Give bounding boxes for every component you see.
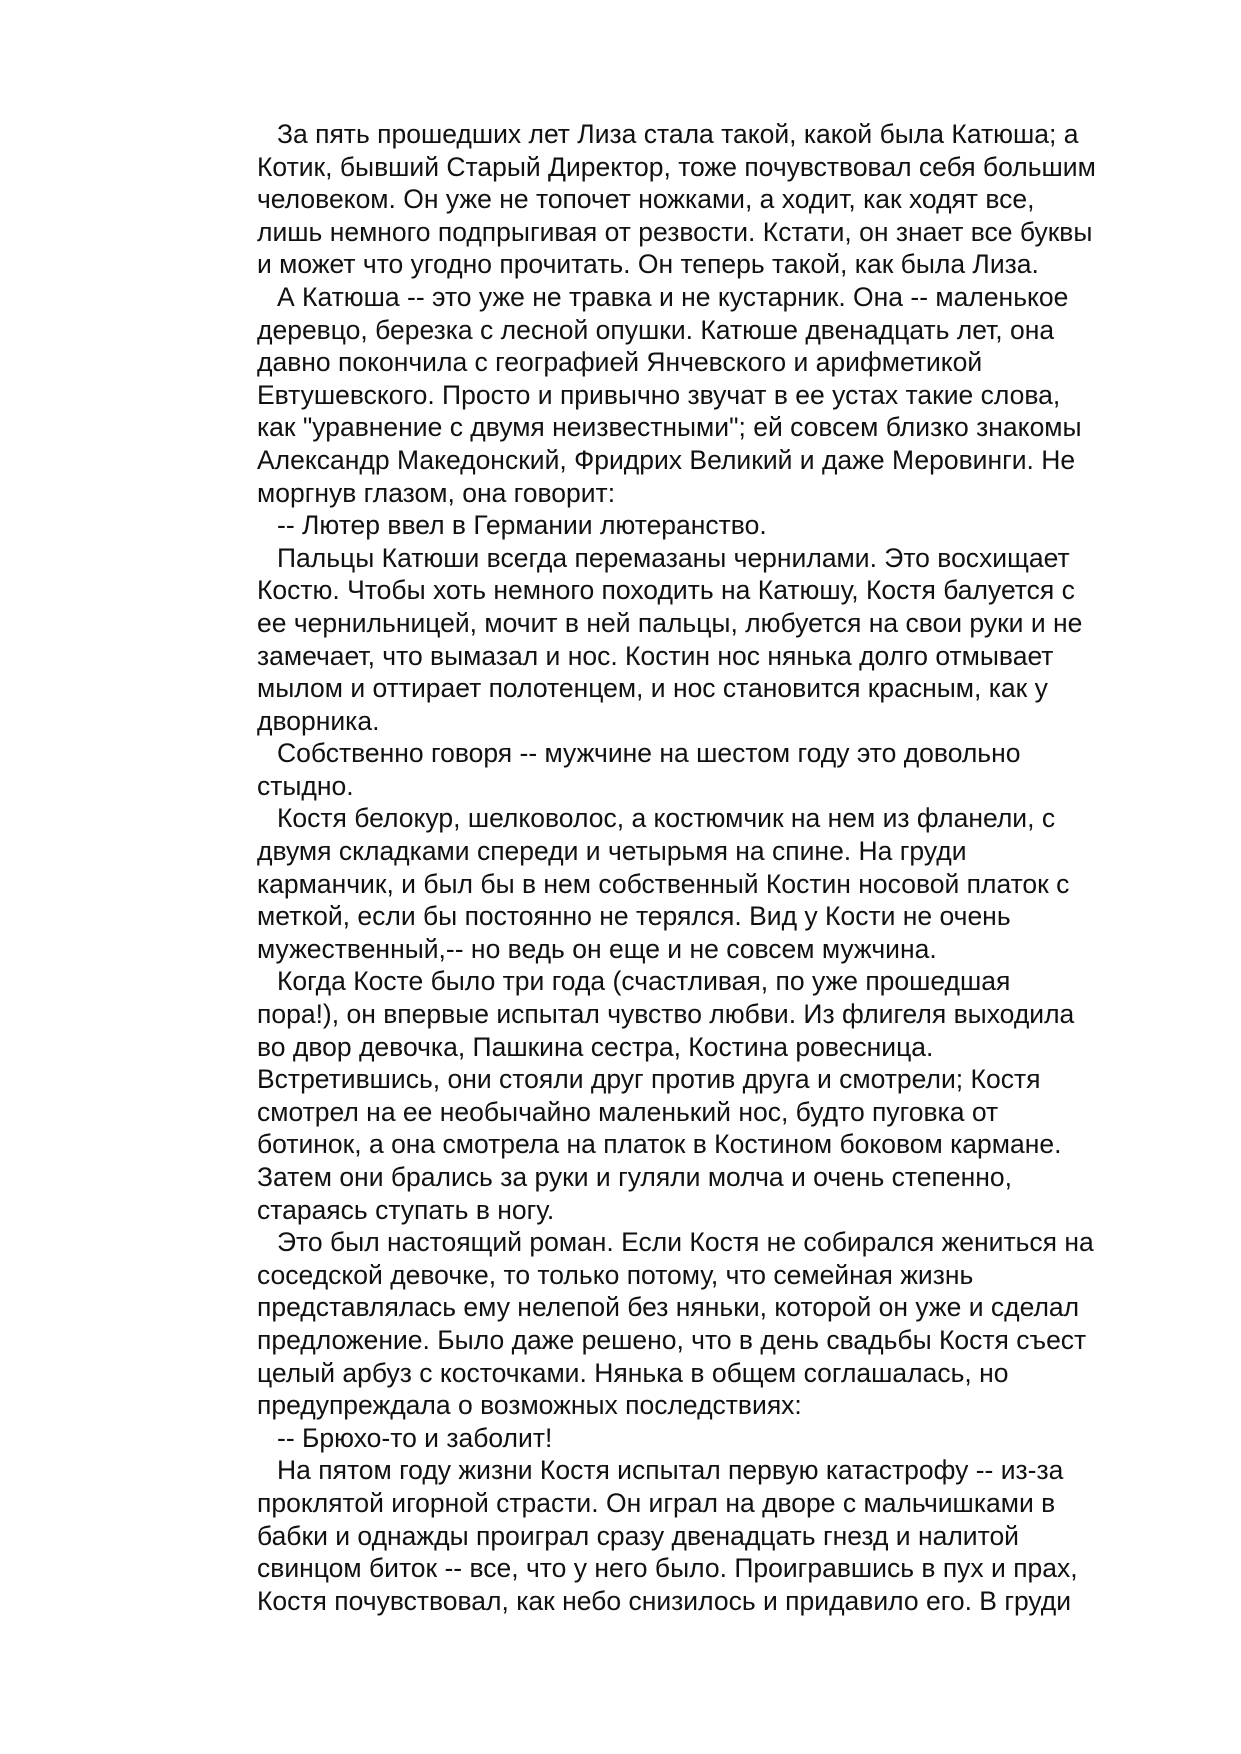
- text-line: Костя почувствовал, как небо снизилось и придавило его. В груди: [257, 1585, 1072, 1616]
- text-line: Александр Македонский, Фридрих Великий и даже Меровинги. Не: [257, 444, 1076, 475]
- text-line: стараясь ступать в ногу.: [257, 1194, 555, 1225]
- text-line: -- Брюхо-то и заболит!: [277, 1422, 553, 1453]
- text-line: ботинок, а она смотрела на платок в Костином боковом кармане.: [257, 1129, 1062, 1160]
- text-line: Костю. Чтобы хоть немного походить на Катюшу, Костя балуется с: [257, 575, 1075, 606]
- text-line: предложение. Было даже решено, что в день свадьбы Костя съест: [257, 1324, 1087, 1355]
- text-line: За пять прошедших лет Лиза стала такой, какой была Катюша; а: [277, 119, 1079, 149]
- text-line: стыдно.: [257, 770, 354, 801]
- text-line: двумя складками спереди и четырьмя на спине. На груди: [257, 836, 967, 867]
- text-line: соседской девочке, то только потому, что семейная жизнь: [257, 1259, 974, 1290]
- text-line: Евтушевского. Просто и привычно звучат в ее устах такие слова,: [257, 379, 1061, 410]
- text-line: во двор девочка, Пашкина сестра, Костина ровесница.: [257, 1031, 934, 1062]
- text-line: человеком. Он уже не топочет ножками, а ходит, как ходят все,: [257, 184, 1035, 215]
- text-line: Собственно говоря -- мужчине на шестом году это довольно: [277, 738, 1021, 769]
- text-line: мылом и оттирает полотенцем, и нос становится красным, как у: [257, 673, 1048, 704]
- text-line: Это был настоящий роман. Если Костя не собирался жениться на: [277, 1227, 1094, 1258]
- text-line: На пятом году жизни Костя испытал первую катастрофу -- из-за: [277, 1455, 1064, 1486]
- text-line: Затем они брались за руки и гуляли молча и очень степенно,: [257, 1162, 1012, 1192]
- text-line: пора!), он впервые испытал чувство любви. Из флигеля выходила: [257, 999, 1075, 1030]
- text-line: Костя белокур, шелковолос, а костюмчик на нем из фланели, с: [277, 803, 1056, 834]
- text-line: и может что угодно прочитать. Он теперь такой, как была Лиза.: [257, 249, 1039, 280]
- text-line: бабки и однажды проиграл сразу двенадцать гнезд и налитой: [257, 1520, 1019, 1551]
- text-line: -- Лютер ввел в Германии лютеранство.: [277, 510, 767, 541]
- text-line: свинцом биток -- все, что у него было. Проигравшись в пух и прах,: [257, 1553, 1078, 1584]
- text-line: давно покончила с географией Янчевского и арифметикой: [257, 347, 983, 378]
- text-line: лишь немного подпрыгивая от резвости. Кстати, он знает все буквы: [257, 216, 1093, 247]
- text-line: ее чернильницей, мочит в ней пальцы, любуется на свои руки и не: [257, 607, 1083, 638]
- text-line: Встретившись, они стояли друг против друга и смотрели; Костя: [257, 1064, 1041, 1095]
- text-line: А Катюша -- это уже не травка и не кустарник. Она -- маленькое: [277, 281, 1069, 312]
- text-line: смотрел на ее необычайно маленький нос, будто пуговка от: [257, 1096, 999, 1127]
- text-line: дворника.: [257, 705, 380, 736]
- text-line: представлялась ему нелепой без няньки, которой он уже и сделал: [257, 1292, 1080, 1323]
- text-line: как "уравнение с двумя неизвестными"; ей совсем близко знакомы: [257, 412, 1082, 443]
- text-line: замечает, что вымазал и нос. Костин нос нянька долго отмывает: [257, 640, 1054, 671]
- text-line: Котик, бывший Старый Директор, тоже почувствовал себя большим: [257, 151, 1096, 182]
- text-line: целый арбуз с косточками. Нянька в общем соглашалась, но: [257, 1357, 1009, 1388]
- text-line: проклятой игорной страсти. Он играл на дворе с мальчишками в: [257, 1487, 1056, 1518]
- text-line: карманчик, и был бы в нем собственный Костин носовой платок с: [257, 868, 1070, 899]
- text-line: меткой, если бы постоянно не терялся. Вид у Кости не очень: [257, 901, 1011, 932]
- text-line: моргнув глазом, она говорит:: [257, 477, 616, 508]
- text-line: мужественный,-- но ведь он еще и не совсем мужчина.: [257, 933, 937, 964]
- text-line: Когда Косте было три года (счастливая, по уже прошедшая: [277, 966, 1011, 997]
- text-line: Пальцы Катюши всегда перемазаны чернилами. Это восхищает: [277, 542, 1070, 573]
- text-line: деревцо, березка с лесной опушки. Катюше двенадцать лет, она: [257, 314, 1055, 345]
- text-line: предупреждала о возможных последствиях:: [257, 1390, 802, 1421]
- body-text: [257, 118, 1157, 1617]
